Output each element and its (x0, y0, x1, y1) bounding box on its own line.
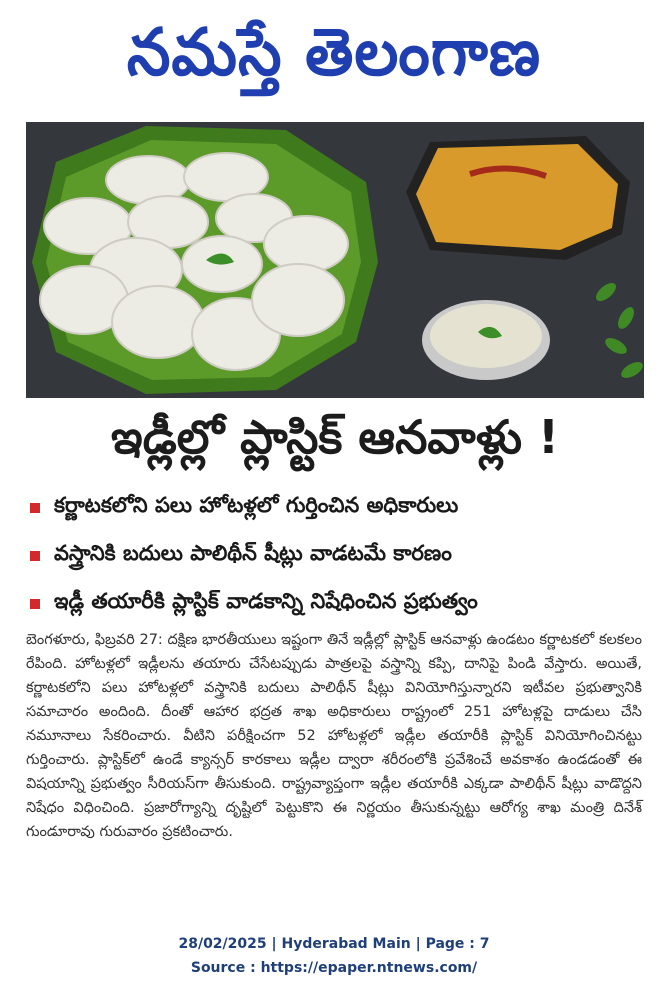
bullet-list (30, 484, 640, 628)
idli-sambar-chutney-image (26, 122, 644, 398)
idli-photo (26, 122, 644, 398)
bullet-item (30, 580, 640, 628)
newspaper-title: నమస్తే తెలంగాణ (126, 13, 542, 91)
footer-date-edition: 28/02/2025 | Hyderabad Main | Page : 7 (178, 936, 490, 952)
bullet-text: ఇడ్లీ తయారీకి ప్లాస్టిక్ వాడకాన్ని నిషేధించిన ప్రభుత్వం (54, 589, 478, 613)
bullet-square-icon (30, 503, 40, 513)
headline: ఇడ్లీల్లో ప్లాస్టిక్ ఆనవాళ్లు ! (111, 410, 559, 464)
bullet-square-icon (30, 551, 40, 561)
bullet-item (30, 532, 640, 580)
bullet-text: కర్ణాటకలోని పలు హోటళ్లలో గుర్తించిన అధికారులు (54, 493, 459, 517)
article-body: బెంగళూరు, ఫిబ్రవరి 27: దక్షిణ భారతీయులు ఇష్టంగా తినే ఇడ్లీల్లో ప్లాస్టిక్ ఆనవాళ్లు ఉండటం కర్ణాటకలో కలకలం రేపింది. హోటళ్లలో ఇడ్లీలను తయారు చేసేటప్పుడు పాత్రలపై వస్త్రాన్ని కప్పి, దానిపై పిండి వేస్తారు. అయితే, కర్ణాటకలోని పలు హోటళ్లలో వస్త్రానికి బదులు పాలిథీన్ షీట్లు వినియోగిస్తున్నారని ఇటీవల ప్రభుత్వానికి సమాచారం అందింది. దీంతో ఆహార భద్రత శాఖ అధికారులు రాష్ట్రంలో 251 హోటళ్లపై దాడులు చేసి నమూనాలు సేకరించారు. వీటిని పరీక్షించగా 52 హోటళ్లలో ఇడ్లీల తయారీకి ప్లాస్టిక్ వినియోగించినట్టు గుర్తించారు. ప్లాస్టిక్‌లో ఉండే క్యాన్సర్ కారకాలు ఇడ్లీల ద్వారా శరీరంలోకి ప్రవేశించే అవకాశం ఉండడంతో ఈ విషయాన్ని ప్రభుత్వం సీరియస్‌గా తీసుకుంది. రాష్ట్రవ్యాప్తంగా ఇడ్లీల తయారీకి ఎక్కడా పాలిథీన్ షీట్లు వాడొద్దని నిషేధం విధించింది. ప్రజారోగ్యాన్ని దృష్టిలో పెట్టుకొని ఈ నిర్ణయం తీసుకున్నట్టు ఆరోగ్య శాఖ మంత్రి దినేశ్ గుండూరావు గురువారం ప్రకటించారు. (26, 632, 642, 840)
footer (0, 932, 668, 980)
masthead (0, 0, 668, 120)
bullet-item (30, 484, 640, 532)
bullet-text: వస్త్రానికి బదులు పాలిథీన్ షీట్లు వాడటమే కారణం (54, 541, 452, 565)
bullet-square-icon (30, 599, 40, 609)
footer-source: Source : https://epaper.ntnews.com/ (190, 960, 478, 976)
